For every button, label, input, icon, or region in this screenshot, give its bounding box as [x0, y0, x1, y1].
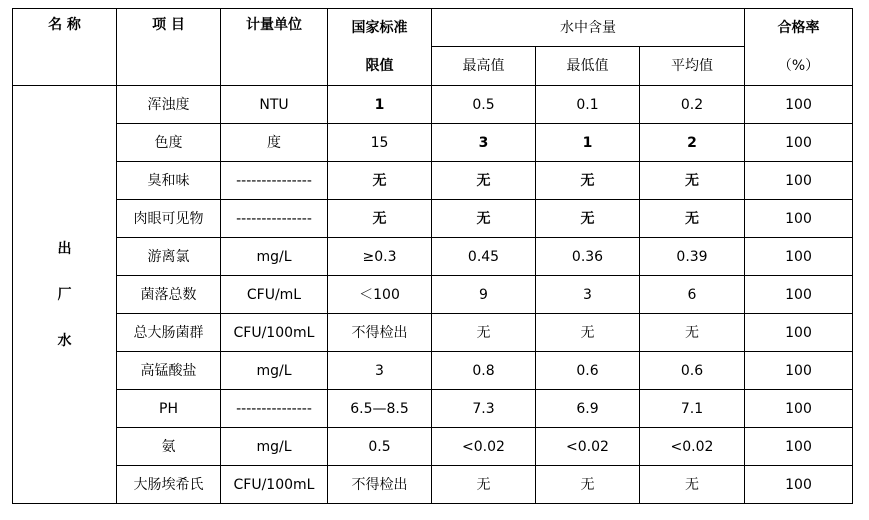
- table-row: [13, 200, 853, 238]
- table-row: [13, 352, 853, 390]
- cell-standard: ＜100: [328, 276, 432, 314]
- cell-avg: 无: [640, 162, 745, 200]
- table-row: [13, 162, 853, 200]
- cell-min: <0.02: [536, 428, 640, 466]
- cell-unit: CFU/100mL: [221, 466, 328, 504]
- cell-unit: ---------------: [221, 200, 328, 238]
- cell-item: PH: [117, 390, 221, 428]
- cell-avg: 无: [640, 314, 745, 352]
- group-label: [13, 86, 117, 504]
- cell-unit: ---------------: [221, 390, 328, 428]
- cell-standard: 1: [328, 86, 432, 124]
- water-quality-table: [12, 8, 853, 504]
- group-label-char: 厂: [57, 286, 72, 303]
- group-label-char: 水: [57, 332, 72, 349]
- cell-min: 1: [536, 124, 640, 162]
- cell-unit: CFU/100mL: [221, 314, 328, 352]
- cell-avg: 7.1: [640, 390, 745, 428]
- cell-standard: 3: [328, 352, 432, 390]
- cell-unit: mg/L: [221, 352, 328, 390]
- cell-min: 6.9: [536, 390, 640, 428]
- cell-rate: 100: [745, 238, 853, 276]
- table-row: [13, 390, 853, 428]
- cell-item: 菌落总数: [117, 276, 221, 314]
- cell-unit: NTU: [221, 86, 328, 124]
- header-min: 最低值: [536, 47, 640, 86]
- cell-max: 7.3: [432, 390, 536, 428]
- cell-max: 无: [432, 466, 536, 504]
- cell-rate: 100: [745, 314, 853, 352]
- table-row: [13, 238, 853, 276]
- table-row: [13, 314, 853, 352]
- cell-unit: mg/L: [221, 238, 328, 276]
- cell-max: 0.8: [432, 352, 536, 390]
- table-row: [13, 428, 853, 466]
- header-max: 最高值: [432, 47, 536, 86]
- cell-standard: 不得检出: [328, 466, 432, 504]
- cell-rate: 100: [745, 428, 853, 466]
- group-label-char: 出: [57, 240, 72, 257]
- cell-item: 臭和味: [117, 162, 221, 200]
- cell-rate: 100: [745, 466, 853, 504]
- cell-item: 高锰酸盐: [117, 352, 221, 390]
- cell-unit: ---------------: [221, 162, 328, 200]
- cell-avg: 无: [640, 466, 745, 504]
- header-content: 水中含量: [432, 9, 745, 47]
- cell-avg: 2: [640, 124, 745, 162]
- cell-avg: 0.39: [640, 238, 745, 276]
- cell-max: <0.02: [432, 428, 536, 466]
- cell-item: 浑浊度: [117, 86, 221, 124]
- table-row: [13, 124, 853, 162]
- cell-max: 0.5: [432, 86, 536, 124]
- cell-max: 0.45: [432, 238, 536, 276]
- cell-min: 0.6: [536, 352, 640, 390]
- cell-rate: 100: [745, 352, 853, 390]
- cell-standard: 不得检出: [328, 314, 432, 352]
- cell-rate: 100: [745, 200, 853, 238]
- cell-standard: 6.5—8.5: [328, 390, 432, 428]
- cell-unit: 度: [221, 124, 328, 162]
- header-standard-line1: 国家标准: [328, 9, 432, 47]
- cell-rate: 100: [745, 86, 853, 124]
- cell-standard: 15: [328, 124, 432, 162]
- cell-max: 无: [432, 314, 536, 352]
- cell-standard: ≥0.3: [328, 238, 432, 276]
- header-standard-line2: 限值: [328, 47, 432, 86]
- cell-avg: <0.02: [640, 428, 745, 466]
- cell-avg: 0.2: [640, 86, 745, 124]
- header-name: 名 称: [13, 9, 117, 86]
- cell-min: 无: [536, 466, 640, 504]
- table-row: [13, 86, 853, 124]
- cell-item: 大肠埃希氏: [117, 466, 221, 504]
- cell-max: 3: [432, 124, 536, 162]
- header-item: 项 目: [117, 9, 221, 86]
- cell-unit: CFU/mL: [221, 276, 328, 314]
- cell-min: 无: [536, 162, 640, 200]
- table-body: [13, 86, 853, 504]
- cell-rate: 100: [745, 276, 853, 314]
- cell-rate: 100: [745, 390, 853, 428]
- table-row: [13, 466, 853, 504]
- cell-min: 3: [536, 276, 640, 314]
- cell-item: 游离氯: [117, 238, 221, 276]
- header-avg: 平均值: [640, 47, 745, 86]
- cell-rate: 100: [745, 124, 853, 162]
- cell-max: 无: [432, 200, 536, 238]
- cell-min: 0.36: [536, 238, 640, 276]
- cell-item: 肉眼可见物: [117, 200, 221, 238]
- cell-unit: mg/L: [221, 428, 328, 466]
- cell-item: 氨: [117, 428, 221, 466]
- header-pass-rate-line1: 合格率: [745, 9, 853, 47]
- cell-min: 无: [536, 200, 640, 238]
- cell-rate: 100: [745, 162, 853, 200]
- cell-max: 9: [432, 276, 536, 314]
- cell-standard: 无: [328, 162, 432, 200]
- cell-min: 0.1: [536, 86, 640, 124]
- cell-max: 无: [432, 162, 536, 200]
- cell-item: 总大肠菌群: [117, 314, 221, 352]
- header-unit: 计量单位: [221, 9, 328, 86]
- cell-standard: 无: [328, 200, 432, 238]
- cell-avg: 0.6: [640, 352, 745, 390]
- cell-item: 色度: [117, 124, 221, 162]
- table-row: [13, 276, 853, 314]
- header-pass-rate-line2: （%）: [745, 47, 853, 86]
- cell-standard: 0.5: [328, 428, 432, 466]
- cell-min: 无: [536, 314, 640, 352]
- cell-avg: 无: [640, 200, 745, 238]
- cell-avg: 6: [640, 276, 745, 314]
- header-row-1: [13, 9, 853, 47]
